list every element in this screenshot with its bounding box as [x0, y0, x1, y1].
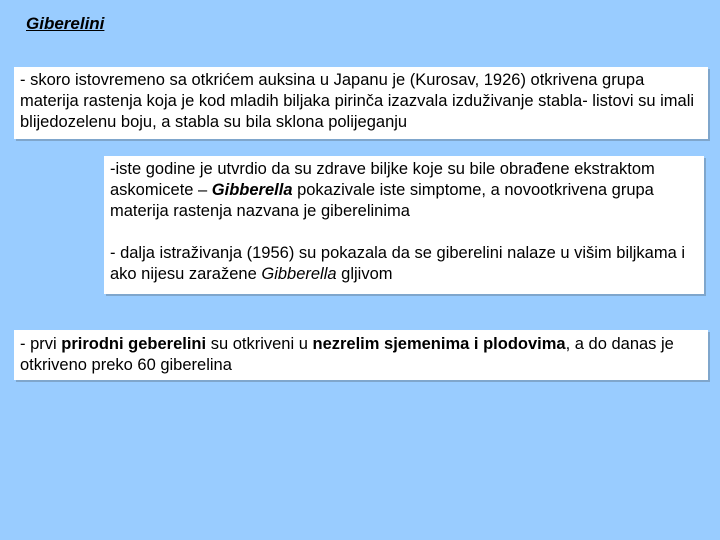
- research-1956-paragraph: [110, 243, 698, 285]
- page-title: Giberelini: [26, 14, 105, 33]
- natural-text-2: su otkriveni u: [206, 335, 313, 353]
- text-box-discovery-japan: [14, 67, 708, 139]
- research-text-1: - dalja istraživanja (1956) su pokazala da se giberelini nalaze u višim biljkama i ako nijesu zaražene: [110, 244, 686, 283]
- natural-text-1: - prvi: [20, 335, 62, 353]
- natural-term-2: nezrelim sjemenima i plodovima: [312, 335, 566, 353]
- text-box-natural-gibberellins: [14, 330, 708, 380]
- gibberella-text-1: -iste godine je utvrdio da su zdrave biljke koje su bile obrađene ekstraktom askomicete –: [110, 160, 655, 199]
- gibberella-paragraph: [110, 159, 698, 222]
- gibberella-term-italic: Gibberella: [261, 265, 337, 283]
- gibberella-term: Gibberella: [211, 181, 293, 199]
- research-text-2: gljivom: [336, 265, 393, 283]
- gibberella-text-2: pokazivale iste simptome, a novootkrivena grupa materija rastenja nazvana je giberelinima: [110, 181, 654, 220]
- discovery-paragraph: - skoro istovremeno sa otkrićem auksina u Japanu je (Kurosav, 1926) otkrivena grupa materija rastenja koja je kod mladih biljaka pirinča izazvala izduživanje stabla- listovi su imali blijedozelenu boju, a stabla su bila sklona polijeganju: [20, 71, 695, 131]
- natural-term-1: prirodni geberelini: [61, 335, 207, 353]
- text-box-gibberella: [104, 156, 704, 294]
- natural-text-3: , a do danas je otkriveno preko 60 giberelina: [20, 335, 674, 374]
